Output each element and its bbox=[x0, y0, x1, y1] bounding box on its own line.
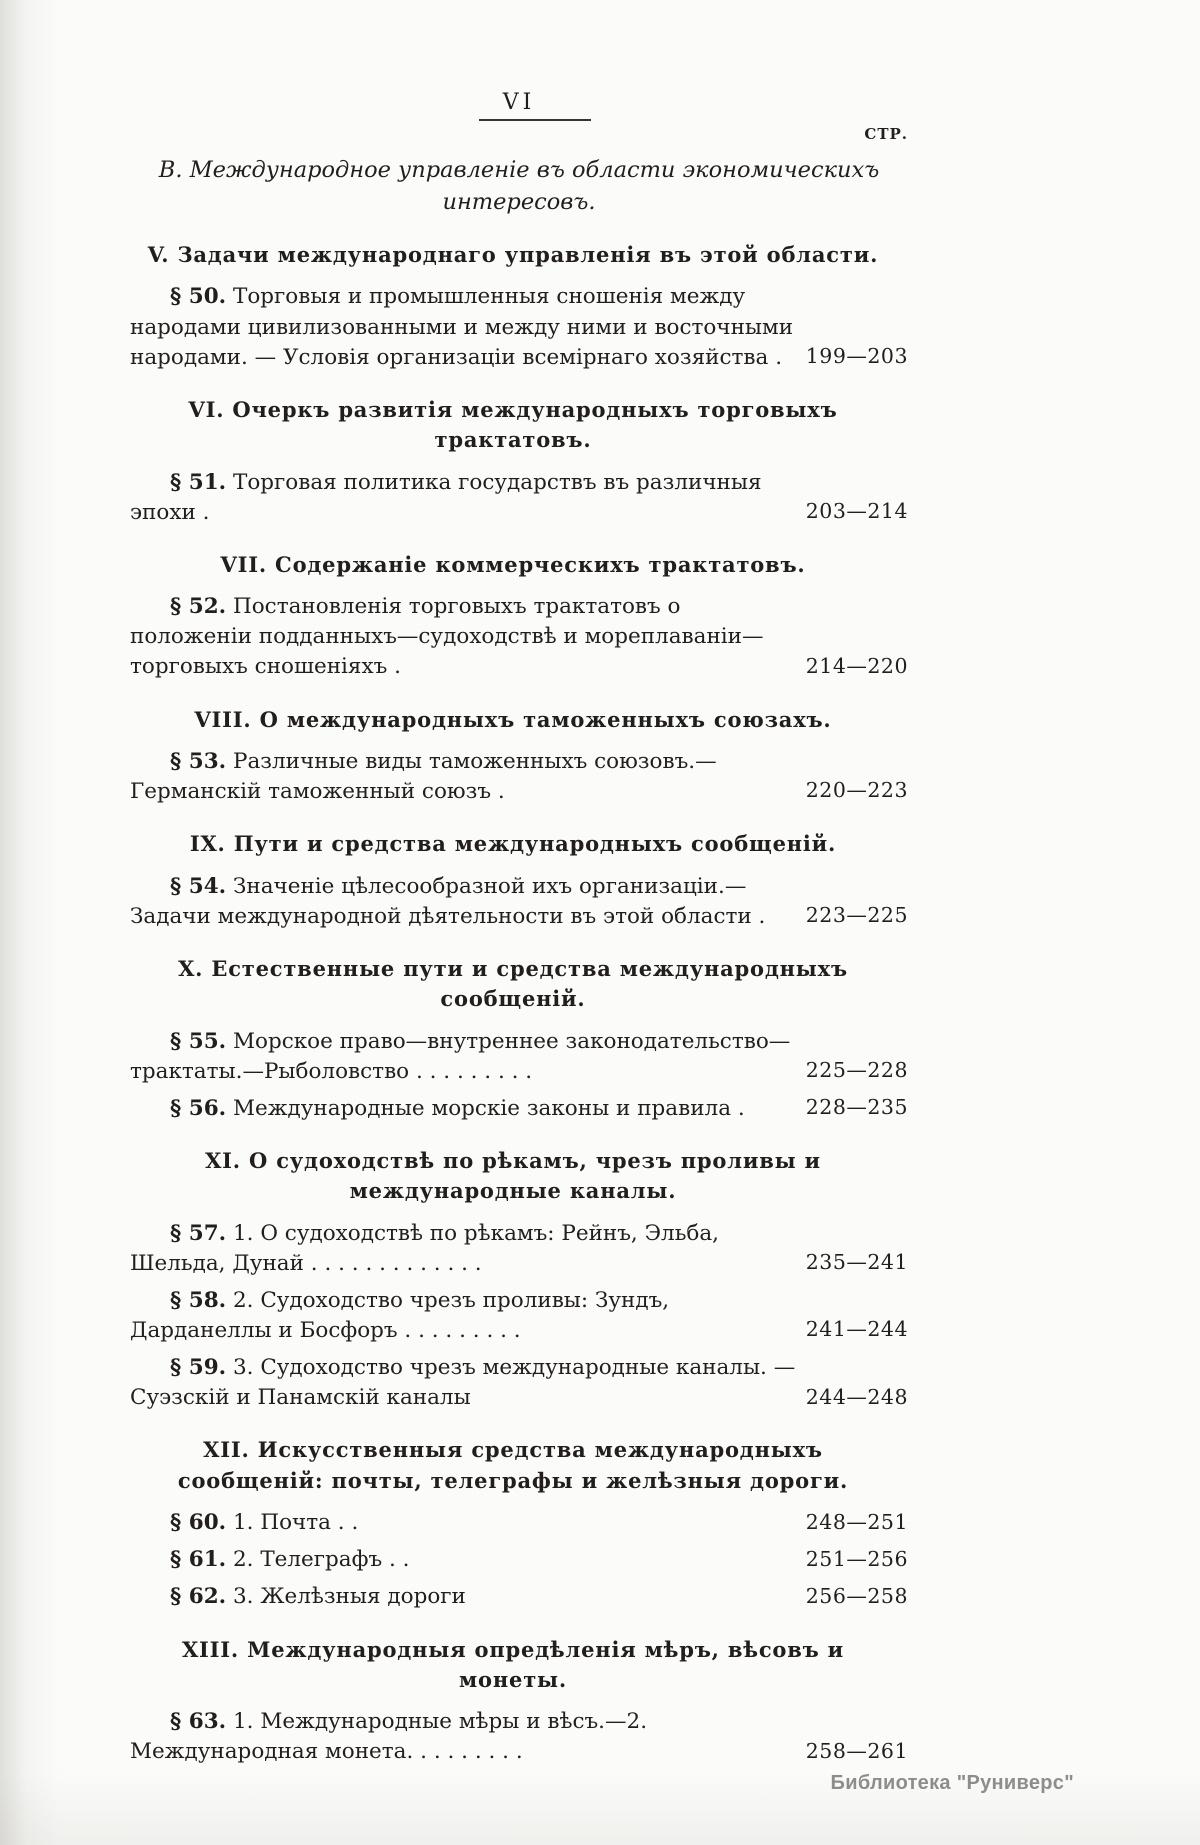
part-title: Международное управленіе въ области экономическихъ интересовъ. bbox=[189, 157, 880, 215]
chapter-heading-x: X. Естественные пути и средства международныхъ сообщеній. bbox=[178, 955, 848, 1012]
section-number: § 63. bbox=[170, 1709, 227, 1735]
toc-entry-55 bbox=[130, 1027, 908, 1087]
section-number: § 61. bbox=[170, 1547, 227, 1573]
chapter-heading-viii: VIII. О международныхъ таможенныхъ союзахъ. bbox=[194, 706, 832, 732]
entry-pages: 214—220 bbox=[805, 653, 908, 678]
chapter-heading-v: V. Задачи международнаго управленія въ этой области. bbox=[147, 242, 879, 267]
page-content bbox=[130, 90, 908, 1768]
entry-text: Значеніе цѣлесообразной ихъ организаціи.—Задачи международной дѣятельности въ этой области . bbox=[130, 873, 766, 929]
toc-entry-56 bbox=[130, 1094, 908, 1124]
entry-text: 1. Почта . . bbox=[232, 1510, 359, 1536]
section-number: § 51. bbox=[170, 469, 227, 495]
section-number: § 59. bbox=[170, 1355, 227, 1381]
toc-entry-54 bbox=[130, 872, 908, 932]
entry-text: 2. Телеграфъ . . bbox=[232, 1547, 410, 1573]
section-number: § 53. bbox=[170, 748, 227, 774]
chapter-heading-xii: XII. Искусственныя средства международныхъ сообщеній: почты, телеграфы и желѣзныя дороги. bbox=[177, 1437, 849, 1493]
toc-entry-57 bbox=[130, 1219, 908, 1279]
entry-pages: 223—225 bbox=[805, 903, 908, 928]
entry-pages: 244—248 bbox=[805, 1384, 908, 1409]
entry-pages: 220—223 bbox=[805, 778, 908, 803]
entry-text: 3. Судоходство чрезъ международные каналы. — Суэзскій и Панамскій каналы bbox=[130, 1355, 796, 1411]
toc-entry-63 bbox=[130, 1707, 908, 1767]
toc-entry-53 bbox=[130, 747, 908, 807]
entry-pages: 248—251 bbox=[805, 1509, 908, 1534]
entry-pages: 256—258 bbox=[805, 1583, 908, 1608]
section-number: § 52. bbox=[170, 594, 227, 620]
page-header bbox=[130, 90, 908, 121]
chapter-heading-xi: XI. О судоходствѣ по рѣкамъ, чрезъ проливы и международные каналы. bbox=[205, 1147, 821, 1204]
entry-text: Постановленія торговыхъ трактатовъ о положеніи подданныхъ—судоходствѣ и мореплаваніи—торговыхъ сношеніяхъ . bbox=[130, 594, 764, 680]
entry-pages: 251—256 bbox=[805, 1546, 908, 1571]
entry-pages: 228—235 bbox=[805, 1095, 908, 1120]
entry-text: Международные морскіе законы и правила . bbox=[232, 1095, 745, 1121]
section-number: § 50. bbox=[170, 284, 227, 310]
toc-entry-50 bbox=[130, 282, 908, 372]
entry-text: Различные виды таможенныхъ союзовъ.— Германскій таможенный союзъ . bbox=[130, 748, 717, 805]
toc-entry-62 bbox=[130, 1582, 908, 1612]
entry-text: Торговыя и промышленныя сношенія между народами цивилизованными и между ними и восточными народами. — Условія организаціи всемірнаго хозяйства . bbox=[130, 284, 794, 370]
chapter-heading-ix: IX. Пути и средства международныхъ сообщеній. bbox=[189, 831, 837, 857]
section-number: § 55. bbox=[170, 1028, 227, 1054]
toc-entry-51 bbox=[130, 468, 908, 528]
entry-text: 2. Судоходство чрезъ проливы: Зундъ, Дарданеллы и Босфоръ . . . . . . . . . bbox=[130, 1287, 670, 1344]
section-number: § 58. bbox=[170, 1287, 227, 1313]
part-label: В. bbox=[158, 157, 183, 183]
section-number: § 56. bbox=[170, 1095, 227, 1121]
entry-text: Морское право—внутреннее законодательство—трактаты.—Рыболовство . . . . . . . . . bbox=[130, 1028, 791, 1084]
header-rule bbox=[479, 119, 591, 121]
section-number: § 60. bbox=[170, 1510, 227, 1536]
section-number: § 62. bbox=[170, 1584, 227, 1610]
chapter-heading-xiii: XIII. Международныя опредѣленія мѣръ, вѣсовъ и монеты. bbox=[181, 1636, 845, 1692]
entry-text: Торговая политика государствъ въ различныя эпохи . bbox=[130, 469, 762, 525]
toc-entry-52 bbox=[130, 592, 908, 682]
toc-entry-59 bbox=[130, 1353, 908, 1413]
entry-pages: 241—244 bbox=[805, 1317, 908, 1342]
toc-entry-61 bbox=[130, 1545, 908, 1575]
toc-entry-58 bbox=[130, 1286, 908, 1346]
entry-pages: 225—228 bbox=[805, 1058, 908, 1083]
entry-text: 1. Международные мѣры и вѣсъ.—2. Международная монета. . . . . . . . . bbox=[130, 1709, 648, 1765]
entry-text: 3. Желѣзныя дороги bbox=[232, 1584, 466, 1610]
chapter-heading-vii: VII. Содержаніе коммерческихъ трактатовъ. bbox=[220, 551, 806, 577]
entry-pages: 199—203 bbox=[805, 344, 908, 369]
chapter-heading-vi: VI. Очеркъ развитія международныхъ торговыхъ трактатовъ. bbox=[188, 396, 838, 453]
section-number: § 54. bbox=[170, 873, 227, 899]
folio-number: VI bbox=[502, 90, 536, 115]
entry-pages: 203—214 bbox=[805, 499, 908, 524]
library-watermark: Библиотека "Руниверс" bbox=[830, 1772, 1074, 1794]
entry-pages: 258—261 bbox=[805, 1738, 908, 1763]
page-column-label: СТР. bbox=[864, 125, 908, 143]
entry-text: 1. О судоходствѣ по рѣкамъ: Рейнъ, Эльба, Шельда, Дунай . . . . . . . . . . . . . bbox=[130, 1220, 719, 1276]
entry-pages: 235—241 bbox=[805, 1250, 908, 1275]
toc-entry-60 bbox=[130, 1508, 908, 1538]
part-heading bbox=[130, 155, 908, 218]
section-number: § 57. bbox=[170, 1220, 227, 1246]
